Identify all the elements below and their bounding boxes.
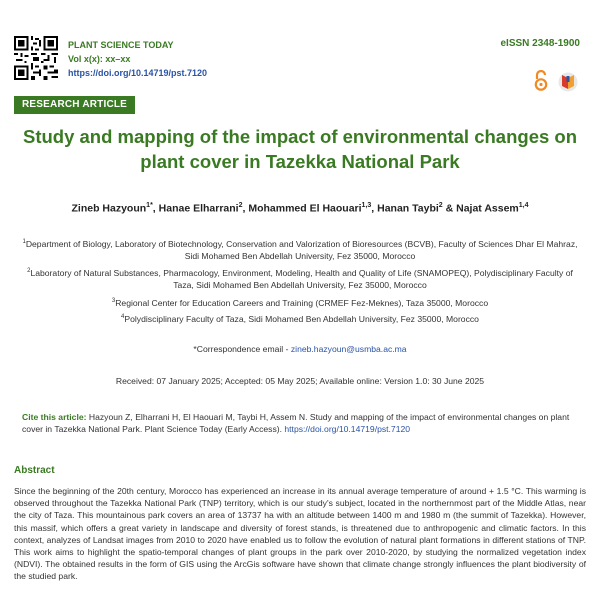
author-name: Zineb Hazyoun: [71, 202, 147, 215]
article-type-badge: RESEARCH ARTICLE: [14, 96, 135, 114]
author-affil-mark: 1,3: [361, 202, 372, 209]
correspondence-label: *Correspondence email -: [193, 344, 291, 354]
title-line: plant cover in Tazekka National Park: [140, 151, 460, 172]
citation: [22, 411, 582, 435]
eissn: eISSN 2348-1900: [500, 38, 580, 49]
qr-code-icon: [14, 36, 58, 80]
correspondence: [0, 344, 600, 354]
article-title: [10, 124, 590, 174]
abstract-text: Since the beginning of the 20th century, Morocco has experienced an increase in its annual average temperature of around + 1.5 °C. This warming is observed throughout the Tazekka National Park (TNP) territory, which is our study's subject, located in the northernmost part of the Middle Atlas, near the city of Taza. This mountainous park covers an area of 13737 ha with an altitude between 1400 m and 1980 m (the summit of Tazekka). However, this massif, which offers a great variety in landscape and diversity of forest stands, is threatened due to anthropogenic and climatic factors. In this context, analyzes of Landsat images from 2010 to 2020 have enabled us to follow the evolution of natural plant formations in different stations of TNP. This work aims to highlight the spatio-temporal changes of plant groups in the park over 2010-2020, by studying the normalized vegetation index (NDVI). The obtained results in the form of GIS using the ArcGis software have shown that climate change strongly influences the plant biodiversity of the studied park.: [14, 486, 586, 582]
author-name: Hanae Elharrani: [158, 202, 239, 215]
title-line: Study and mapping of the impact of environmental changes on: [22, 126, 578, 147]
author-separator: ,: [152, 202, 159, 215]
author-affil-mark: 2: [438, 202, 443, 209]
affiliation-mark: 3: [111, 298, 116, 304]
journal-name: PLANT SCIENCE TODAY: [68, 40, 174, 50]
article-dates: Received: 07 January 2025; Accepted: 05 May 2025; Available online: Version 1.0: 30 June 2025: [115, 376, 485, 386]
citation-doi-link[interactable]: https://doi.org/10.14719/pst.7120: [284, 424, 411, 434]
affiliation: [20, 236, 580, 262]
author-name: Mohammed El Haouari: [248, 202, 362, 215]
correspondence-email-link[interactable]: zineb.hazyoun@usmba.ac.ma: [290, 344, 407, 354]
author-separator: ,: [242, 202, 249, 215]
affiliation-mark: 4: [121, 314, 125, 320]
doi-link[interactable]: https://doi.org/10.14719/pst.7120: [68, 68, 208, 78]
author-affil-mark: 2: [238, 202, 243, 209]
affiliation-text: Polydisciplinary Faculty of Taza, Sidi Mohamed Ben Abdellah University, Fez 35000, Morocco: [124, 313, 479, 324]
affiliation-text: Department of Biology, Laboratory of Biotechnology, Conservation and Valorization of Bioresources (BCVB), Faculty of Sciences Dhar El Mahraz, Sidi Mohamed Ben Abdellah University, Fez 35000, Morocco: [25, 238, 578, 261]
author-list: [0, 202, 600, 215]
citation-text: Hazyoun Z, Elharrani H, El Haouari M, Taybi H, Assem N. Study and mapping of the impact of environmental changes on plant cover in Tazekka National Park. Plant Science Today (Early Access).: [22, 412, 570, 434]
author-separator: ,: [371, 202, 378, 215]
author-affil-mark: 1*: [146, 202, 153, 209]
affiliation-mark: 1: [22, 239, 26, 245]
citation-label: Cite this article:: [22, 412, 87, 422]
affiliation: [20, 265, 580, 291]
journal-info: [68, 38, 207, 80]
affiliation: [20, 295, 580, 309]
affiliation-mark: 2: [27, 268, 31, 274]
crossmark-icon[interactable]: [558, 72, 578, 92]
affiliation-text: Regional Center for Education Careers and Training (CRMEF Fez-Meknes), Taza 35000, Morocco: [115, 297, 489, 308]
author-separator: &: [442, 202, 457, 215]
author-name: Hanan Taybi: [377, 202, 439, 215]
affiliation: [20, 311, 580, 325]
author-affil-mark: 1,4: [518, 202, 529, 209]
author-name: Najat Assem: [456, 202, 519, 215]
abstract-heading: Abstract: [14, 465, 55, 476]
open-access-icon[interactable]: [534, 70, 548, 92]
affiliation-text: Laboratory of Natural Substances, Pharmacology, Environment, Modeling, Health and Quality of Life (SNAMOPEQ), Polydisciplinary Faculty of Taza, Sidi Mohamed Ben Abdellah University, Fez 35000, Morocco: [30, 267, 573, 290]
journal-volume: Vol x(x): xx–xx: [68, 54, 131, 64]
